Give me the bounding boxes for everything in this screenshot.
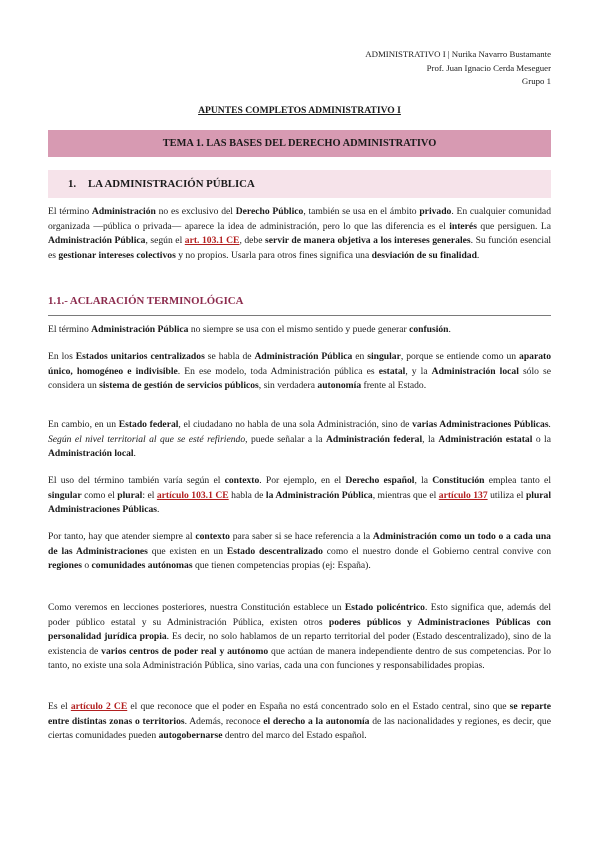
section-title: LA ADMINISTRACIÓN PÚBLICA	[88, 178, 255, 190]
tema-heading: TEMA 1. LAS BASES DEL DERECHO ADMINISTRATIVO	[48, 130, 551, 157]
subsection-heading: 1.1.- ACLARACIÓN TERMINOLÓGICA	[48, 293, 551, 316]
page-header	[365, 48, 551, 89]
article-reference: artículo 2 CE	[70, 701, 128, 712]
paragraph-terminology: El término Administración Pública no siempre se usa con el mismo sentido y puede generar confusión.	[48, 324, 451, 335]
article-reference: artículo 103.1 CE	[156, 489, 229, 501]
header-professor: Prof. Juan Ignacio Cerda Meseguer	[426, 62, 551, 73]
article-reference: art. 103.1 CE	[184, 235, 240, 247]
paragraph-unitary-states: En los Estados unitarios centralizados se habla de Administración Pública en singular, porque se entiende como un aparato único, homogéneo e indivisible. En ese modelo, toda Administración pública es estatal, y la Administración local sólo se considera un sistema de gestión de servicios públicos, sin verdadera autonomía frente al Estado.	[48, 351, 551, 392]
header-course-author: ADMINISTRATIVO I | Nurika Navarro Bustamante	[365, 49, 551, 59]
paragraph-intro: El término Administración no es exclusivo del Derecho Público, también se usa en el ámbito privado. En cualquier comunidad organizada —pública o privada— aparece la idea de administración, pero lo que las diferencia es el interés que persiguen. La Administración Pública, según el art. 103.1 CE, debe servir de manera objetiva a los intereses generales. Su función esencial es gestionar intereses colectivos y no propios. Usarla para otros fines significa una desviación de su finalidad.	[48, 206, 551, 261]
paragraph-article-2: Es el artículo 2 CE el que reconoce que el poder en España no está concentrado solo en el Estado central, sino que se reparte entre distintas zonas o territorios. Además, reconoce el derecho a la autonomía de las nacionalidades y regiones, es decir, que ciertas comunidades pueden autogobernarse dentro del marco del Estado español.	[48, 701, 551, 742]
paragraph-decentralized: Por tanto, hay que atender siempre al contexto para saber si se hace referencia a la Administración como un todo o a cada una de las Administraciones que existen en un Estado descentralizado como el nuestro donde el Gobierno central convive con regiones o comunidades autónomas que tienen competencias propias (ej: España).	[48, 531, 551, 572]
header-group: Grupo 1	[521, 76, 551, 87]
section-number: 1.	[68, 178, 77, 190]
paragraph-polycentric: Como veremos en lecciones posteriores, nuestra Constitución establece un Estado policéntrico. Esto significa que, además del poder público estatal y su Administración Pública, existen otros poderes públicos y Administraciones Públicas con personalidad jurídica propia. Es decir, no solo hablamos de un reparto territorial del poder (Estado descentralizado), sino de la existencia de varios centros de poder real y autónomo que actúan de manera independiente dentro de sus competencias. Por lo tanto, no existe una sola Administración Pública, sino varias, cada una con funciones y responsabilidades propias.	[48, 602, 552, 672]
paragraph-federal-state: En cambio, en un Estado federal, el ciudadano no habla de una sola Administración, sino de varias Administraciones Públicas. Según el nivel territorial al que se esté refiriendo, puede señalar a la Administración federal, la Administración estatal o la Administración local.	[48, 419, 551, 460]
document-title: APUNTES COMPLETOS ADMINISTRATIVO I	[198, 105, 401, 116]
section-heading	[48, 170, 551, 198]
paragraph-context: El uso del término también varía según el contexto. Por ejemplo, en el Derecho español, la Constitución emplea tanto el singular como el plural: el artículo 103.1 CE habla de la Administración Pública, mientras que el artículo 137 utiliza el plural Administraciones Públicas.	[48, 475, 551, 516]
article-reference: artículo 137	[438, 489, 488, 501]
